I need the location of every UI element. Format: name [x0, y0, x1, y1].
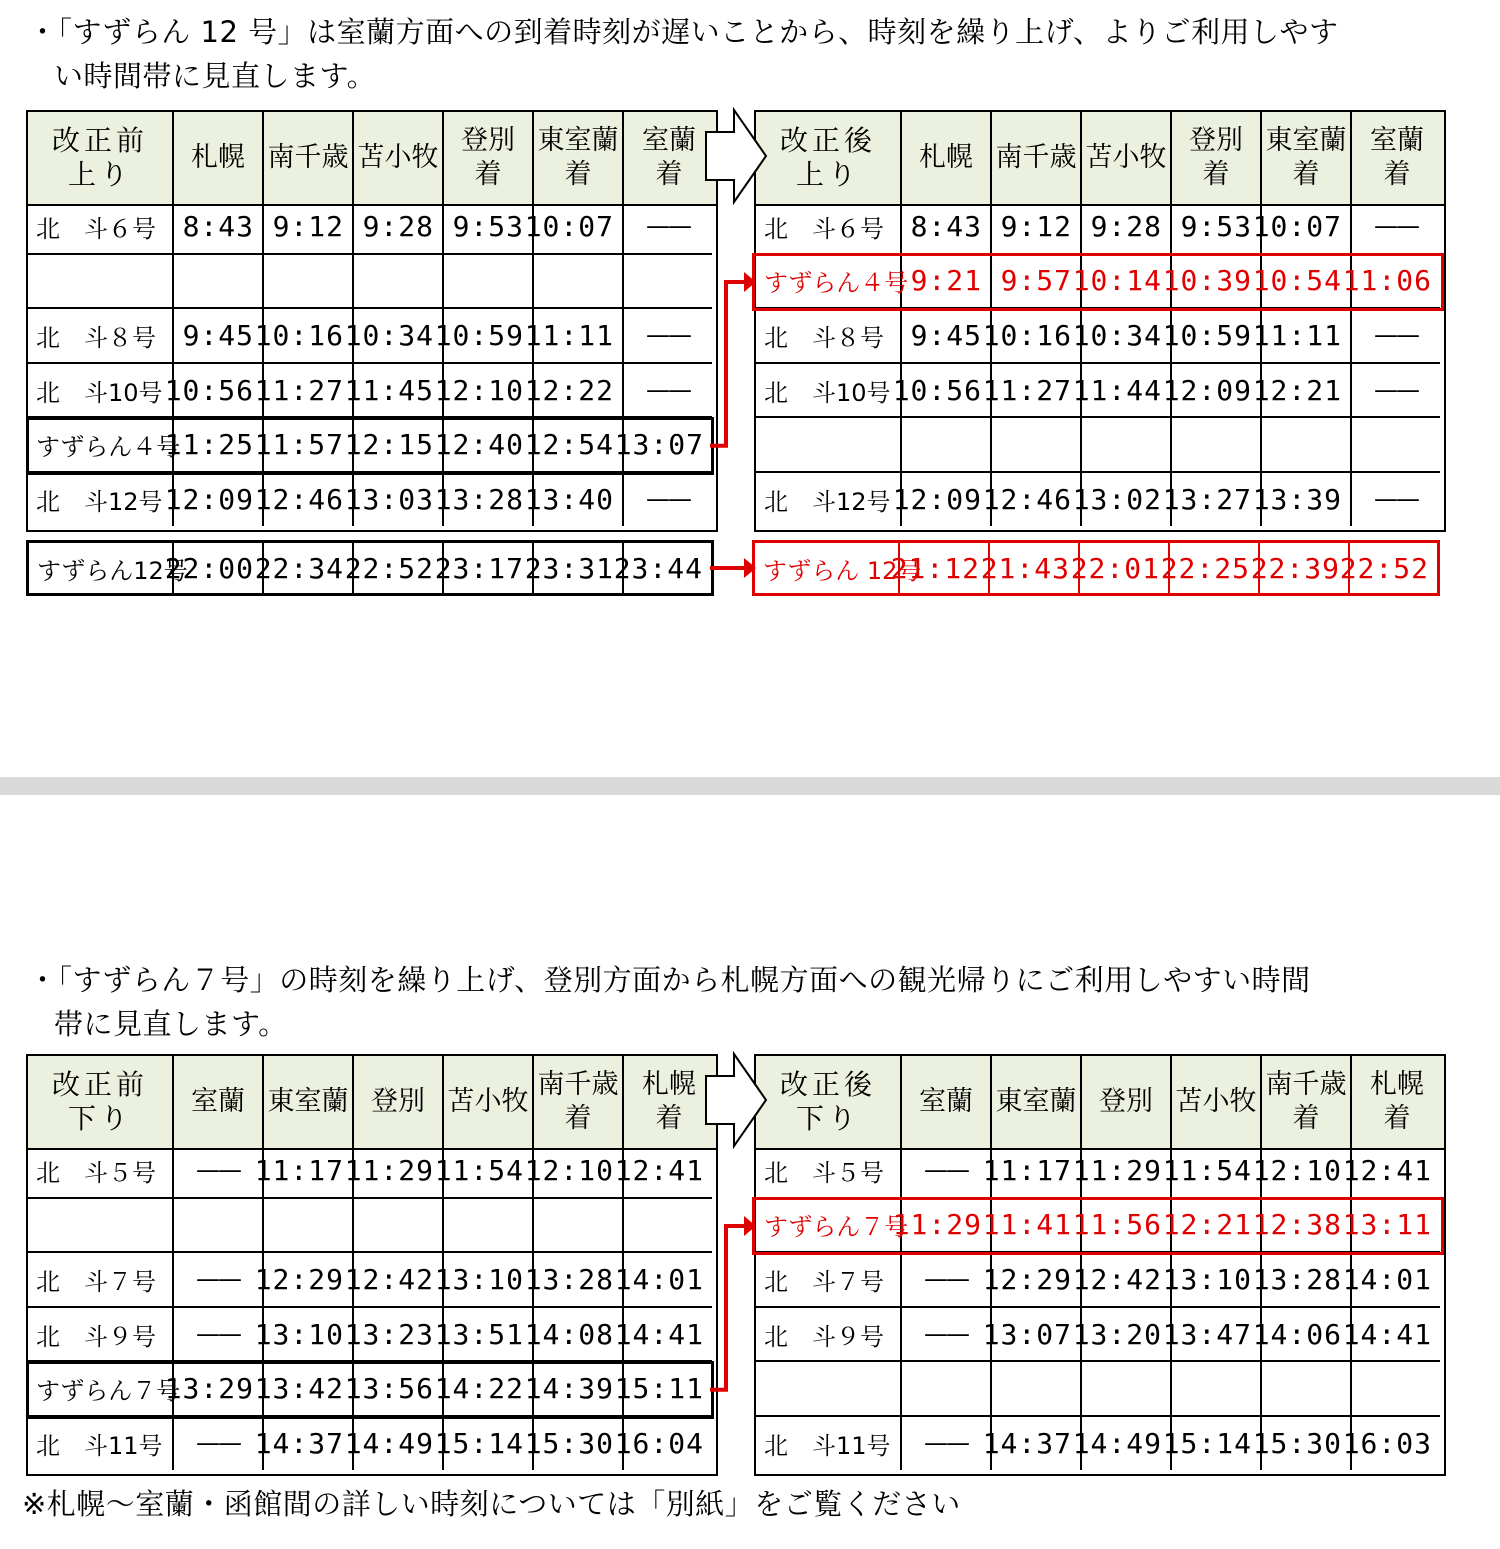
time-cell: 9:57: [992, 255, 1082, 308]
section2-intro-line1: ・「すずらん７号」の時刻を繰り上げ、登別方面から札幌方面への観光帰りにご利用しやすい時間: [28, 963, 1311, 997]
time-cell: 12:10: [1262, 1144, 1352, 1197]
time-cell: [1172, 418, 1262, 471]
time-cell: 15:30: [534, 1417, 624, 1470]
time-cell: 11:54: [444, 1144, 534, 1197]
transition-arrow-icon: [706, 1054, 768, 1148]
time-cell: [1082, 1362, 1172, 1415]
time-cell: 8:43: [902, 200, 992, 253]
table-row: [756, 309, 1440, 364]
time-cell: 12:54: [534, 418, 624, 471]
header-station-label: 登別: [461, 125, 515, 156]
table-row: [28, 1417, 712, 1470]
time-cell: 9:45: [902, 309, 992, 362]
time-cell: 14:37: [264, 1417, 354, 1470]
header-station-cell: [444, 1056, 534, 1148]
header-title-cell: [756, 1056, 902, 1148]
table-header: [26, 1054, 718, 1150]
changed-train-box: [26, 417, 714, 475]
section2-intro: [28, 958, 1448, 1046]
section1-intro: [28, 10, 1448, 98]
train-name-cell: 北 斗８号: [28, 309, 174, 362]
table-row-extra-revised: [752, 540, 1440, 596]
time-cell: 12:38: [1262, 1199, 1352, 1252]
table-row: [756, 200, 1440, 255]
train-name-cell: 北 斗12号: [756, 473, 902, 526]
header-title-line: 改正前: [51, 1068, 148, 1101]
header-station-cell: [624, 112, 714, 204]
time-cell: 11:57: [264, 418, 354, 471]
train-name-cell: 北 斗12号: [28, 473, 174, 526]
table-row: [756, 364, 1440, 419]
train-name-cell: すずらん７号: [28, 1362, 174, 1415]
header-station-label: 着: [474, 159, 502, 190]
time-cell: 11:56: [1082, 1199, 1172, 1252]
table-row-extra: [26, 540, 714, 596]
section1-intro-line2: い時間帯に見直します。: [54, 59, 377, 93]
time-cell: 9:53: [1172, 200, 1262, 253]
time-cell: 12:42: [354, 1253, 444, 1306]
time-cell: 22:00: [174, 543, 264, 593]
header-station-label: 苫小牧: [357, 142, 439, 173]
time-cell: 11:45: [354, 364, 444, 417]
time-cell: [992, 418, 1082, 471]
time-cell: [174, 255, 264, 308]
train-name-cell: 北 斗６号: [756, 200, 902, 253]
train-name-cell: 北 斗５号: [28, 1144, 174, 1197]
header-station-cell: [174, 1056, 264, 1148]
time-cell: 16:04: [614, 1426, 704, 1460]
header-title-line: 改正前: [51, 124, 148, 157]
time-cell: 22:25: [1170, 543, 1260, 593]
time-cell: 10:39: [1172, 255, 1262, 308]
table-row: [28, 1144, 712, 1199]
time-cell: 13:07: [992, 1308, 1082, 1361]
header-station-cell: [264, 1056, 354, 1148]
revised-train-box: [752, 1197, 1444, 1256]
train-name-cell: 北 斗11号: [28, 1417, 174, 1470]
time-cell: 12:46: [992, 473, 1082, 526]
time-cell: 12:10: [444, 364, 534, 417]
time-cell: 10:16: [992, 309, 1082, 362]
header-station-label: 着: [1292, 159, 1320, 190]
header-title-cell: [28, 1056, 174, 1148]
table-header: [26, 110, 718, 206]
time-cell: 12:09: [1172, 364, 1262, 417]
header-station-label: 着: [1383, 159, 1411, 190]
header-title-line: 下り: [67, 1102, 132, 1135]
time-cell: [992, 1362, 1082, 1415]
section1-intro-line1: ・「すずらん 12 号」は室蘭方面への到着時刻が遅いことから、時刻を繰り上げ、よりご利用しやす: [28, 15, 1339, 49]
time-cell: [1352, 1362, 1440, 1415]
table-header: [754, 110, 1446, 206]
time-cell: 22:01: [1080, 543, 1170, 593]
time-cell: ——: [1374, 376, 1418, 405]
train-name-cell: 北 斗９号: [756, 1308, 902, 1361]
time-cell: 11:06: [1342, 264, 1432, 298]
header-station-cell: [1262, 112, 1352, 204]
header-title-cell: [756, 112, 902, 204]
time-cell: 11:54: [1172, 1144, 1262, 1197]
train-name-cell: 北 斗10号: [756, 364, 902, 417]
train-name-cell: [28, 255, 174, 308]
header-station-label: 室蘭: [191, 1086, 245, 1117]
header-station-label: 南千歳: [267, 142, 349, 173]
header-station-label: 室蘭: [642, 125, 696, 156]
time-cell: ——: [646, 212, 690, 241]
time-cell: [1172, 1362, 1262, 1415]
header-station-label: 室蘭: [919, 1086, 973, 1117]
time-cell: [354, 255, 444, 308]
table-body: [26, 200, 718, 532]
time-cell: 11:29: [1082, 1144, 1172, 1197]
time-cell: 12:21: [1262, 364, 1352, 417]
time-cell: 13:11: [1342, 1208, 1432, 1242]
train-name-cell: 北 斗10号: [28, 364, 174, 417]
time-cell: 10:59: [1172, 309, 1262, 362]
time-cell: 10:34: [354, 309, 444, 362]
time-cell: 15:11: [614, 1372, 704, 1406]
time-cell: [624, 255, 712, 308]
time-cell: 11:29: [354, 1144, 444, 1197]
time-cell: 14:22: [444, 1362, 534, 1415]
time-cell: 13:10: [444, 1253, 534, 1306]
header-station-cell: [1172, 1056, 1262, 1148]
time-cell: ——: [902, 1417, 992, 1470]
time-cell: 10:14: [1082, 255, 1172, 308]
table-row: [28, 1308, 712, 1363]
time-cell: 13:20: [1082, 1308, 1172, 1361]
header-title-line: 上り: [67, 158, 132, 191]
time-cell: 9:45: [174, 309, 264, 362]
header-station-cell: [264, 112, 354, 204]
time-cell: [1352, 418, 1440, 471]
time-cell: 13:02: [1082, 473, 1172, 526]
time-cell: 12:29: [992, 1253, 1082, 1306]
header-title-line: 改正後: [779, 1068, 876, 1101]
table-row: [28, 255, 712, 310]
header-station-label: 登別: [1189, 125, 1243, 156]
time-cell: 13:27: [1172, 473, 1262, 526]
table-body: [754, 1144, 1446, 1476]
header-station-label: 東室蘭: [267, 1086, 349, 1117]
table-row: [28, 1199, 712, 1254]
time-cell: ——: [646, 485, 690, 514]
time-cell: 13:40: [534, 473, 624, 526]
header-station-label: 札幌: [191, 142, 245, 173]
train-name-cell: 北 斗７号: [756, 1253, 902, 1306]
time-cell: 14:06: [1262, 1308, 1352, 1361]
time-cell: 13:10: [1172, 1253, 1262, 1306]
train-name-cell: 北 斗８号: [756, 309, 902, 362]
time-cell: ——: [902, 1253, 992, 1306]
time-cell: 13:51: [444, 1308, 534, 1361]
time-cell: ——: [646, 376, 690, 405]
time-cell: 9:53: [444, 200, 534, 253]
revised-train-box: [752, 253, 1444, 312]
table-row: [756, 418, 1440, 473]
header-station-cell: [1352, 1056, 1442, 1148]
time-cell: 12:15: [354, 418, 444, 471]
time-cell: 12:40: [444, 418, 534, 471]
header-station-cell: [444, 112, 534, 204]
header-station-label: 苫小牧: [1085, 142, 1167, 173]
time-cell: 12:22: [534, 364, 624, 417]
train-name-cell: すずらん 12号: [755, 543, 900, 593]
footnote: ※札幌～室蘭・函館間の詳しい時刻については「別紙」をご覧ください: [22, 1487, 961, 1521]
time-cell: [444, 1199, 534, 1252]
time-cell: [1262, 418, 1352, 471]
time-cell: 14:08: [534, 1308, 624, 1361]
time-cell: 13:56: [354, 1362, 444, 1415]
table-row: [28, 1253, 712, 1308]
time-cell: 11:44: [1082, 364, 1172, 417]
time-cell: 13:29: [174, 1362, 264, 1415]
header-station-label: 室蘭: [1370, 125, 1424, 156]
header-station-label: 南千歳: [995, 142, 1077, 173]
header-title-cell: [28, 112, 174, 204]
section-separator: [0, 777, 1500, 795]
time-cell: 11:41: [992, 1199, 1082, 1252]
header-station-label: 東室蘭: [995, 1086, 1077, 1117]
time-cell: 10:34: [1082, 309, 1172, 362]
time-cell: 11:11: [534, 309, 624, 362]
time-cell: ——: [174, 1308, 264, 1361]
header-station-cell: [174, 112, 264, 204]
time-cell: 11:25: [174, 418, 264, 471]
header-station-cell: [902, 112, 992, 204]
time-cell: 14:39: [534, 1362, 624, 1415]
header-station-label: 苫小牧: [447, 1086, 529, 1117]
table-row: [756, 1308, 1440, 1363]
train-name-cell: 北 斗５号: [756, 1144, 902, 1197]
time-cell: 10:07: [1262, 200, 1352, 253]
header-station-label: 着: [655, 1103, 683, 1134]
time-cell: 13:39: [1262, 473, 1352, 526]
time-cell: 14:37: [992, 1417, 1082, 1470]
header-station-cell: [992, 1056, 1082, 1148]
header-station-label: 東室蘭: [1265, 125, 1347, 156]
time-cell: 12:41: [614, 1153, 704, 1187]
table-row: [756, 473, 1440, 526]
time-cell: 9:28: [354, 200, 444, 253]
time-cell: 23:31: [534, 543, 624, 593]
time-cell: 15:14: [1172, 1417, 1262, 1470]
train-name-cell: 北 斗７号: [28, 1253, 174, 1306]
time-cell: [174, 1199, 264, 1252]
time-cell: 9:28: [1082, 200, 1172, 253]
time-cell: 12:42: [1082, 1253, 1172, 1306]
time-cell: 15:14: [444, 1417, 534, 1470]
time-cell: 22:39: [1260, 543, 1350, 593]
time-cell: 10:16: [264, 309, 354, 362]
time-cell: 8:43: [174, 200, 264, 253]
time-cell: [534, 255, 624, 308]
time-cell: ——: [1374, 212, 1418, 241]
transition-arrow-icon: [706, 110, 768, 204]
train-name-cell: すずらん４号: [28, 418, 174, 471]
header-station-cell: [534, 1056, 624, 1148]
time-cell: 12:29: [264, 1253, 354, 1306]
train-name-cell: すずらん12号: [29, 543, 174, 593]
table-row: [28, 309, 712, 364]
time-cell: 12:46: [264, 473, 354, 526]
time-cell: [902, 1362, 992, 1415]
change-arrow-icon: [708, 558, 756, 578]
time-cell: 11:17: [992, 1144, 1082, 1197]
time-cell: ——: [646, 321, 690, 350]
time-cell: 10:59: [444, 309, 534, 362]
time-cell: 11:27: [992, 364, 1082, 417]
time-cell: 13:07: [614, 428, 704, 462]
time-cell: 13:23: [354, 1308, 444, 1361]
time-cell: 12:21: [1172, 1199, 1262, 1252]
time-cell: 13:28: [534, 1253, 624, 1306]
time-cell: 15:30: [1262, 1417, 1352, 1470]
train-name-cell: [28, 1199, 174, 1252]
header-station-cell: [354, 112, 444, 204]
table-row: [28, 200, 712, 255]
time-cell: 9:21: [902, 255, 992, 308]
header-station-label: 着: [564, 159, 592, 190]
time-cell: 11:11: [1262, 309, 1352, 362]
time-cell: 21:12: [900, 543, 990, 593]
time-cell: 22:52: [1339, 551, 1429, 585]
time-cell: 9:12: [992, 200, 1082, 253]
time-cell: 13:42: [264, 1362, 354, 1415]
train-name-cell: [756, 1362, 902, 1415]
time-cell: ——: [902, 1308, 992, 1361]
table-row: [756, 1362, 1440, 1417]
time-cell: 14:01: [1342, 1262, 1432, 1296]
table-row: [756, 1417, 1440, 1470]
train-name-cell: 北 斗９号: [28, 1308, 174, 1361]
time-cell: ——: [174, 1253, 264, 1306]
table-row: [756, 1253, 1440, 1308]
time-cell: 14:49: [1082, 1417, 1172, 1470]
time-cell: 12:41: [1342, 1153, 1432, 1187]
time-cell: 12:09: [902, 473, 992, 526]
time-cell: 10:07: [534, 200, 624, 253]
header-station-cell: [534, 112, 624, 204]
train-name-cell: すずらん４号: [756, 255, 902, 308]
train-name-cell: 北 斗６号: [28, 200, 174, 253]
time-cell: 12:09: [174, 473, 264, 526]
time-cell: [534, 1199, 624, 1252]
header-station-label: 南千歳: [1265, 1069, 1347, 1100]
header-station-cell: [1352, 112, 1442, 204]
table-body: [26, 1144, 718, 1476]
header-station-cell: [1082, 1056, 1172, 1148]
time-cell: 14:49: [354, 1417, 444, 1470]
header-station-label: 登別: [1099, 1086, 1153, 1117]
time-cell: [1262, 1362, 1352, 1415]
header-station-label: 札幌: [642, 1069, 696, 1100]
table-row: [28, 364, 712, 419]
time-cell: [902, 418, 992, 471]
header-station-cell: [902, 1056, 992, 1148]
time-cell: 22:52: [354, 543, 444, 593]
time-cell: [624, 1199, 712, 1252]
header-station-label: 着: [1202, 159, 1230, 190]
time-cell: ——: [174, 1144, 264, 1197]
header-station-label: 着: [564, 1103, 592, 1134]
time-cell: [264, 1199, 354, 1252]
section2-intro-line2: 帯に見直します。: [54, 1007, 288, 1041]
time-cell: 14:41: [1342, 1317, 1432, 1351]
time-cell: 21:43: [990, 543, 1080, 593]
change-arrow-icon: [708, 1216, 756, 1400]
table-body: [754, 200, 1446, 532]
time-cell: 13:03: [354, 473, 444, 526]
train-name-cell: 北 斗11号: [756, 1417, 902, 1470]
header-station-label: 東室蘭: [537, 125, 619, 156]
header-station-cell: [1082, 112, 1172, 204]
header-station-cell: [1172, 112, 1262, 204]
header-station-label: 着: [1292, 1103, 1320, 1134]
time-cell: 14:01: [614, 1262, 704, 1296]
time-cell: 16:03: [1342, 1426, 1432, 1460]
header-station-label: 南千歳: [537, 1069, 619, 1100]
header-title-line: 上り: [795, 158, 860, 191]
time-cell: 11:29: [902, 1199, 992, 1252]
time-cell: ——: [1374, 485, 1418, 514]
time-cell: 10:56: [902, 364, 992, 417]
header-station-cell: [992, 112, 1082, 204]
time-cell: 13:47: [1172, 1308, 1262, 1361]
time-cell: [354, 1199, 444, 1252]
time-cell: 13:28: [444, 473, 534, 526]
time-cell: [264, 255, 354, 308]
header-title-line: 下り: [795, 1102, 860, 1135]
header-station-label: 札幌: [1370, 1069, 1424, 1100]
header-station-label: 着: [655, 159, 683, 190]
time-cell: 12:10: [534, 1144, 624, 1197]
change-arrow-icon: [708, 272, 756, 456]
time-cell: 14:41: [614, 1317, 704, 1351]
time-cell: 23:17: [444, 543, 534, 593]
header-station-cell: [624, 1056, 714, 1148]
time-cell: 13:28: [1262, 1253, 1352, 1306]
train-name-cell: [756, 418, 902, 471]
train-name-cell: すずらん７号: [756, 1199, 902, 1252]
header-station-label: 苫小牧: [1175, 1086, 1257, 1117]
table-row: [28, 473, 712, 526]
time-cell: 10:56: [174, 364, 264, 417]
time-cell: [1082, 418, 1172, 471]
time-cell: 22:34: [264, 543, 354, 593]
changed-train-box: [26, 1361, 714, 1419]
table-row: [756, 1144, 1440, 1199]
header-station-label: 登別: [371, 1086, 425, 1117]
header-station-cell: [354, 1056, 444, 1148]
time-cell: 9:12: [264, 200, 354, 253]
time-cell: ——: [902, 1144, 992, 1197]
header-station-label: 着: [1383, 1103, 1411, 1134]
header-title-line: 改正後: [779, 124, 876, 157]
header-station-cell: [1262, 1056, 1352, 1148]
time-cell: 11:17: [264, 1144, 354, 1197]
time-cell: [444, 255, 534, 308]
header-station-label: 札幌: [919, 142, 973, 173]
time-cell: 10:54: [1262, 255, 1352, 308]
time-cell: ——: [1374, 321, 1418, 350]
table-header: [754, 1054, 1446, 1150]
time-cell: 23:44: [613, 551, 703, 585]
time-cell: ——: [174, 1417, 264, 1470]
time-cell: 13:10: [264, 1308, 354, 1361]
time-cell: 11:27: [264, 364, 354, 417]
